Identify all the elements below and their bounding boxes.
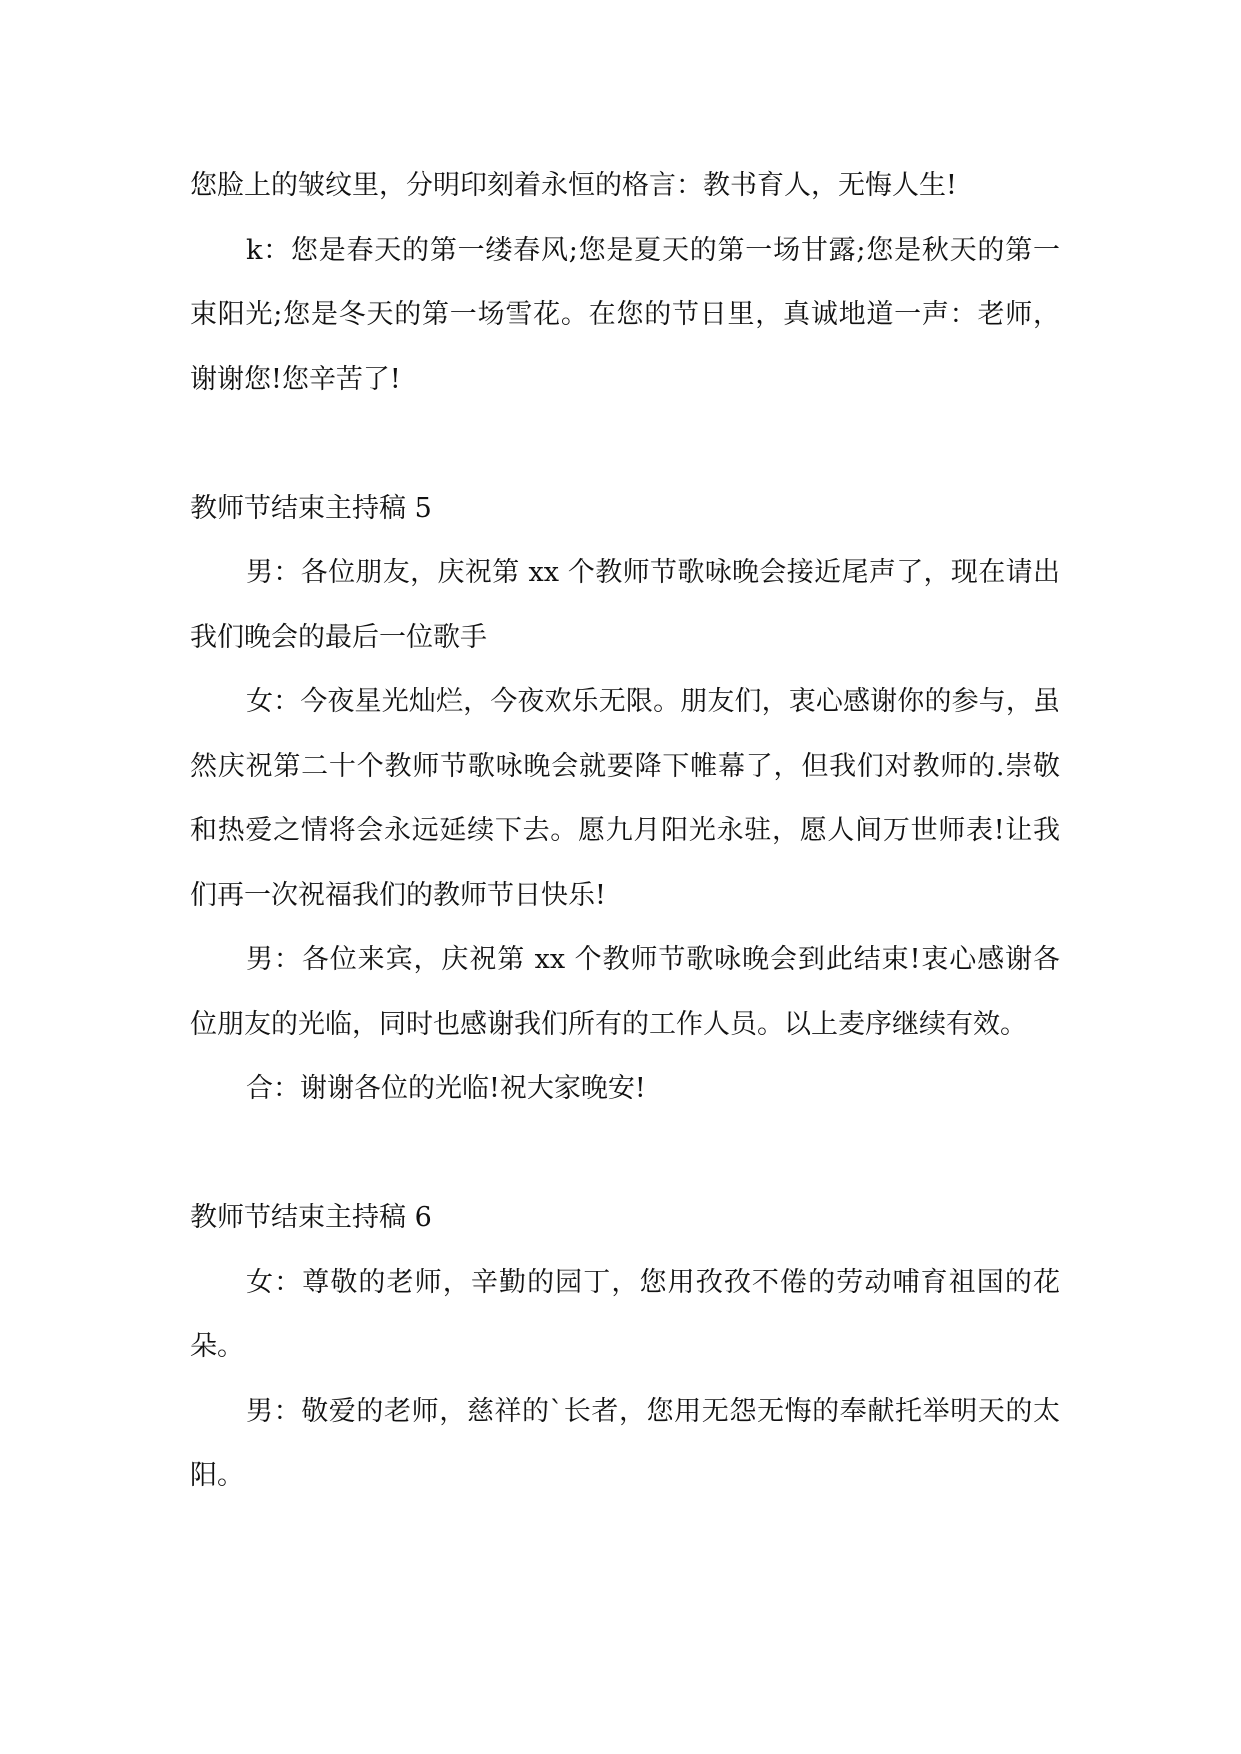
- paragraph-continuation: 您脸上的皱纹里，分明印刻着永恒的格言：教书育人，无悔人生!: [190, 170, 957, 201]
- paragraph-female-host-2: 女：尊敬的老师，辛勤的园丁，您用孜孜不倦的劳动哺育祖国的花朵。: [190, 1266, 1060, 1362]
- paragraph-female-host-1: 女：今夜星光灿烂，今夜欢乐无限。朋友们，衷心感谢你的参与，虽然庆祝第二十个教师节歌咏晚会就要降下帷幕了，但我们对教师的.崇敬和热爱之情将会永远延续下去。愿九月阳光永驻，愿人间万世师表!让我们再一次祝福我们的教师节日快乐!: [190, 686, 1060, 911]
- paragraph-blessing: k：您是春天的第一缕春风;您是夏天的第一场甘露;您是秋天的第一束阳光;您是冬天的第一场雪花。在您的节日里，真诚地道一声：老师，谢谢您!您辛苦了!: [190, 234, 1060, 395]
- paragraph-male-host-3: 男：敬爱的老师，慈祥的`长者，您用无怨无悔的奉献托举明天的太阳。: [190, 1395, 1060, 1491]
- blank-line: [190, 412, 1060, 477]
- section-heading-6: 教师节结束主持稿 6: [190, 1202, 432, 1233]
- document-body: [190, 154, 1060, 1509]
- paragraph-together: 合：谢谢各位的光临!祝大家晚安!: [246, 1073, 646, 1104]
- paragraph-male-host-1: 男：各位朋友，庆祝第 xx 个教师节歌咏晚会接近尾声了，现在请出我们晚会的最后一位歌手: [190, 557, 1060, 653]
- paragraph-male-host-2: 男：各位来宾，庆祝第 xx 个教师节歌咏晚会到此结束!衷心感谢各位朋友的光临，同时也感谢我们所有的工作人员。以上麦序继续有效。: [190, 944, 1060, 1040]
- blank-line: [190, 1122, 1060, 1187]
- section-heading-5: 教师节结束主持稿 5: [190, 492, 432, 524]
